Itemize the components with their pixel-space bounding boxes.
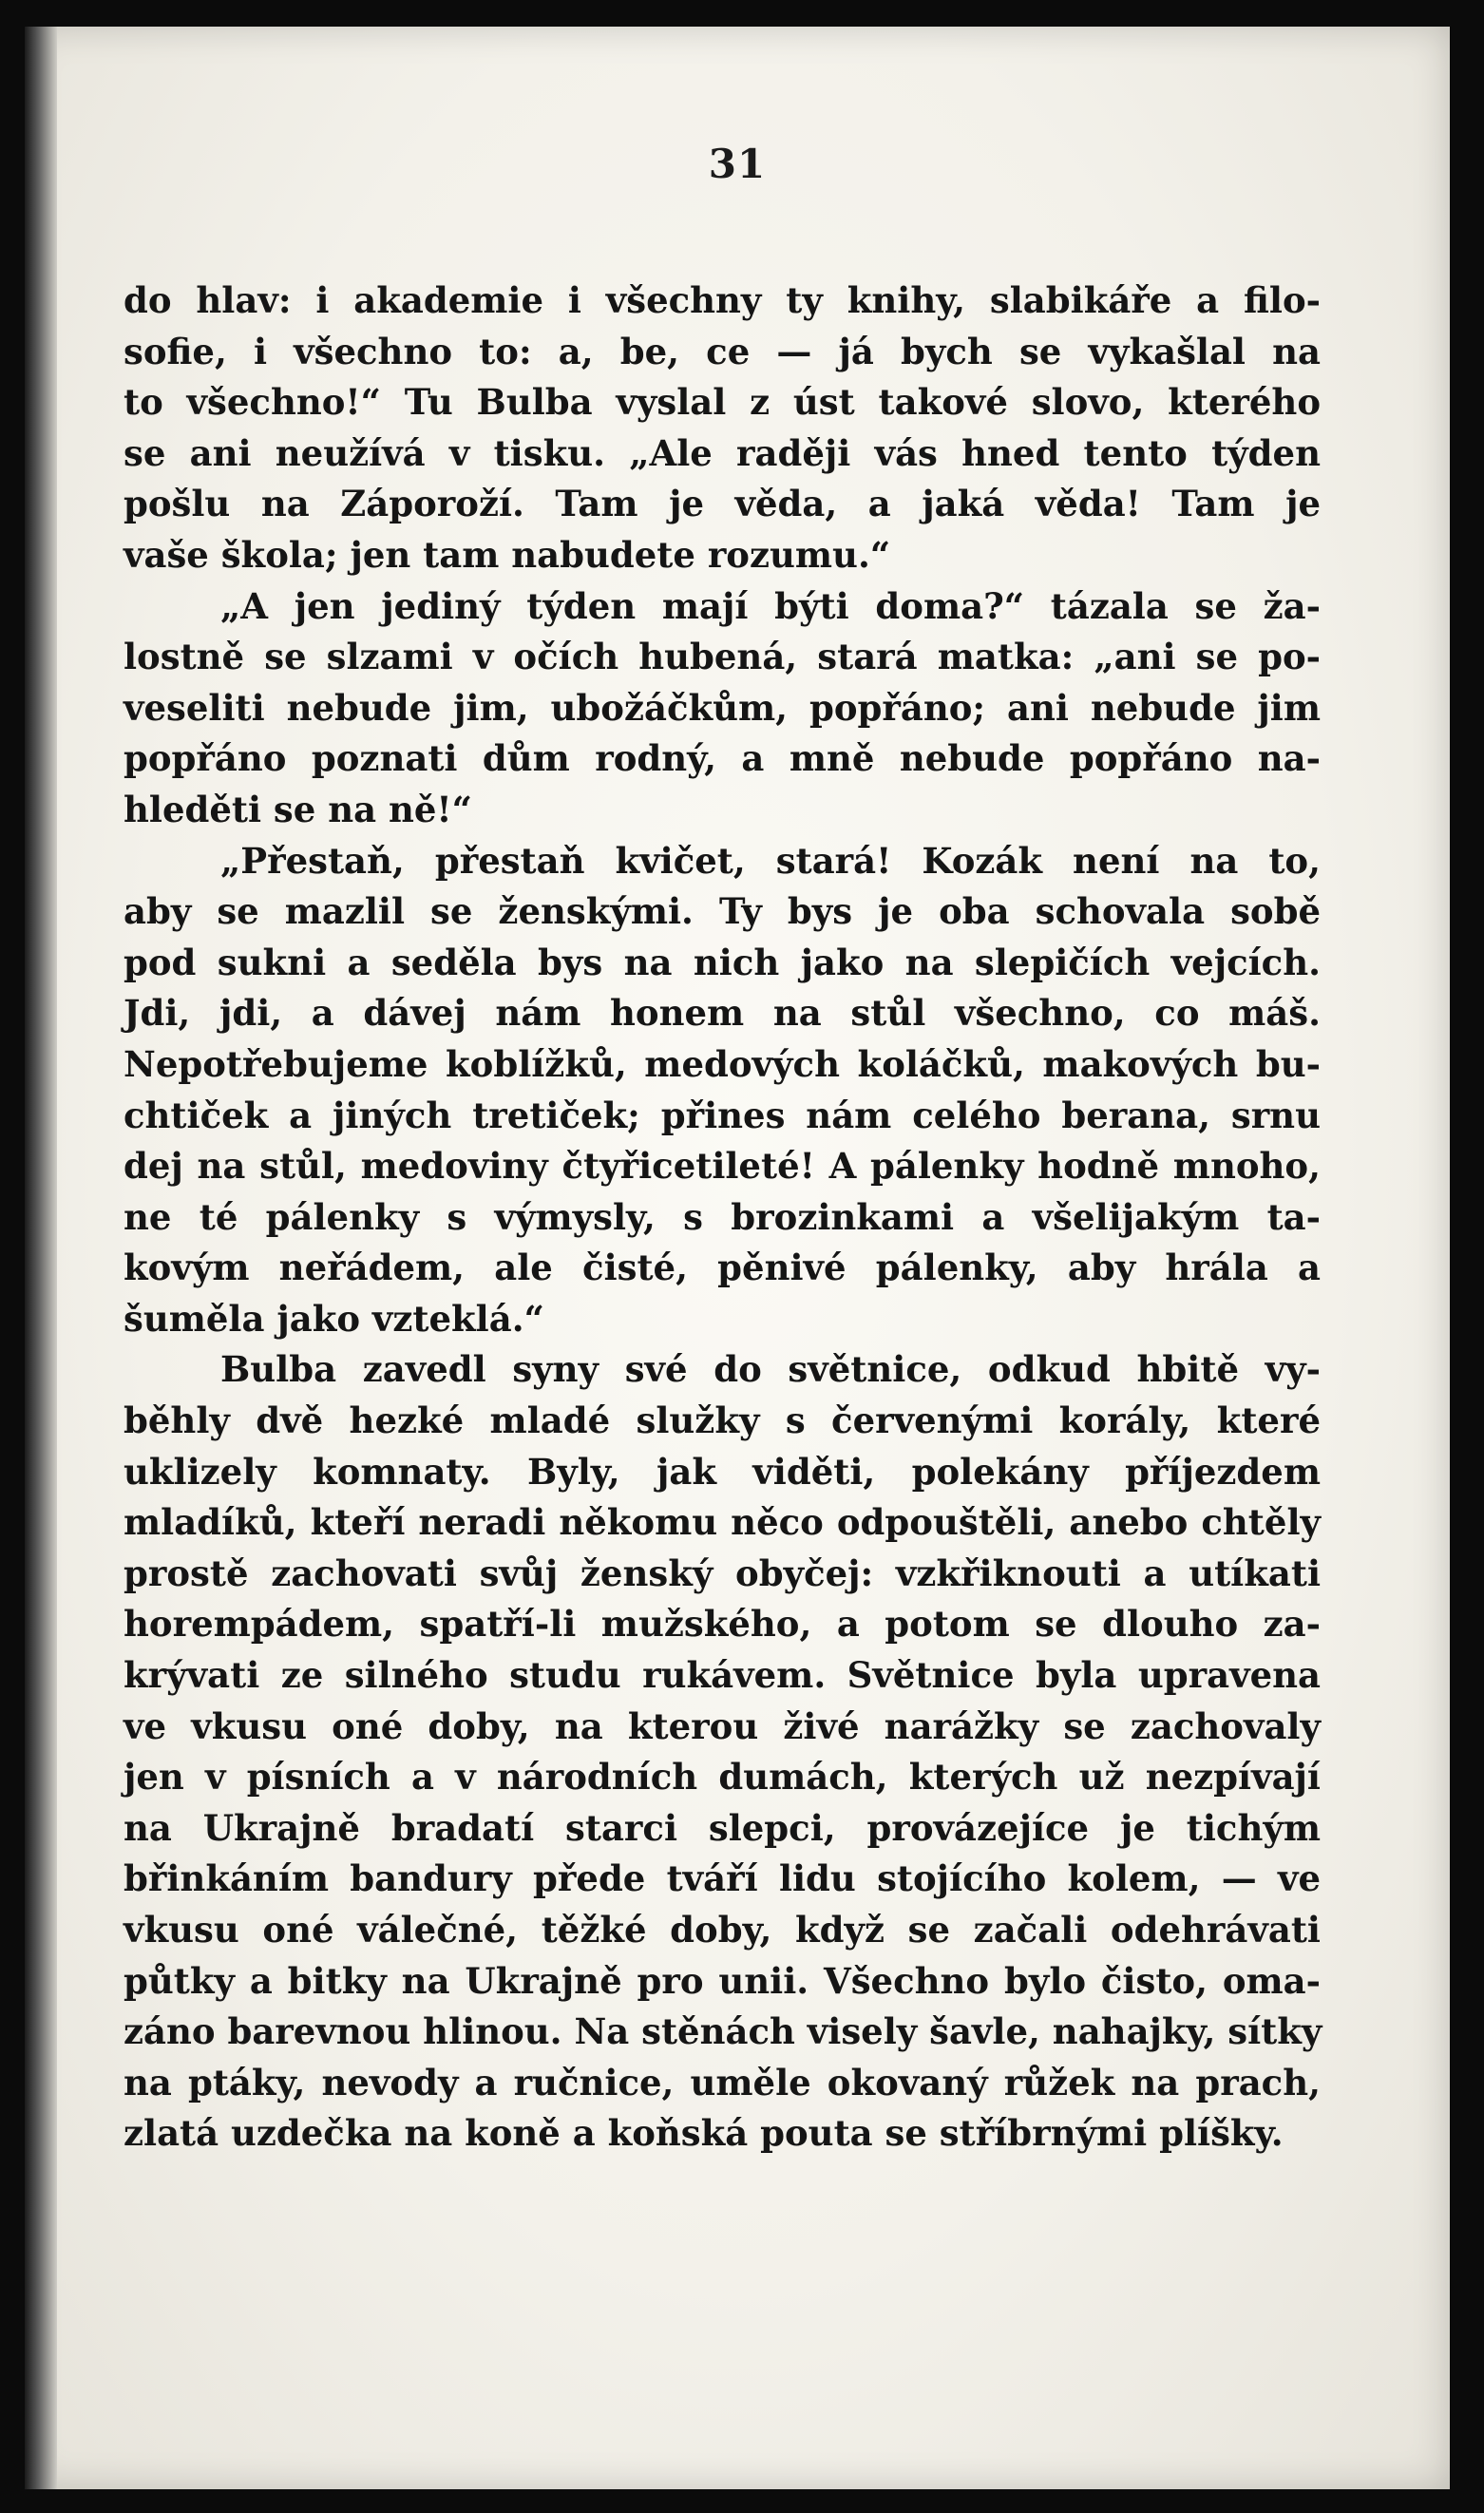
text-line: kovým neřádem, ale čisté, pěnivé pálenky, aby hrála a — [124, 1247, 1321, 1289]
text-line: Jdi, jdi, a dávej nám honem na stůl všechno, co máš. — [124, 992, 1321, 1035]
text-line: na Ukrajně bradatí starci slepci, provázejíce je tichým — [124, 1806, 1321, 1849]
text-line: Nepotřebujeme koblížků, medových koláčků, makových bu- — [124, 1042, 1321, 1085]
text-line: „A jen jediný týden mají býti doma?“ tázala se ža- — [220, 584, 1321, 627]
text-line: běhly dvě hezké mladé služky s červenými korály, které — [124, 1399, 1321, 1442]
text-line: záno barevnou hlinou. Na stěnách visely šavle, nahajky, sítky — [124, 2010, 1322, 2053]
text-line: vaše škola; jen tam nabudete rozumu.“ — [124, 533, 891, 576]
book-page — [25, 27, 1450, 2489]
text-line: lostně se slzami v očích hubená, stará matka: „ani se po- — [124, 636, 1321, 678]
text-line: břinkáním bandury přede tváří lidu stojícího kolem, — ve — [124, 1857, 1321, 1900]
text-line: jen v písních a v národních dumách, kterých už nezpívají — [124, 1756, 1321, 1799]
text-line: pošlu na Záporoží. Tam je věda, a jaká věda! Tam je — [124, 483, 1321, 525]
text-line: ne té pálenky s výmysly, s brozinkami a všelijakým ta- — [124, 1195, 1321, 1238]
text-line: pod sukni a seděla bys na nich jako na slepičích vejcích. — [124, 941, 1321, 983]
text-line: „Přestaň, přestaň kvičet, stará! Kozák není na to, — [220, 839, 1321, 882]
text-line: šuměla jako vzteklá.“ — [124, 1297, 544, 1340]
body-text — [124, 276, 1321, 2160]
text-line: Bulba zavedl syny své do světnice, odkud hbitě vy- — [220, 1348, 1321, 1391]
text-line: na ptáky, nevody a ručnice, uměle okovaný růžek na prach, — [124, 2061, 1321, 2104]
text-line: aby se mazlil se ženskými. Ty bys je oba schovala sobě — [124, 890, 1321, 933]
text-line: krývati ze silného studu rukávem. Světnice byla upravena — [124, 1654, 1321, 1697]
text-line: dej na stůl, medoviny čtyřicetileté! A pálenky hodně mnoho, — [124, 1145, 1321, 1188]
text-line: prostě zachovati svůj ženský obyčej: vzkřiknouti a utíkati — [124, 1552, 1321, 1594]
text-line: mladíků, kteří neradi někomu něco odpouštěli, anebo chtěly — [124, 1501, 1321, 1544]
text-line: to všechno!“ Tu Bulba vyslal z úst takové slovo, kterého — [124, 381, 1321, 424]
text-line: veseliti nebude jim, ubožáčkům, popřáno; ani nebude jim — [124, 686, 1321, 729]
text-line: vkusu oné válečné, těžké doby, když se začali odehrávati — [124, 1909, 1321, 1951]
text-line: horempádem, spatří-li mužského, a potom se dlouho za- — [124, 1603, 1321, 1646]
text-line: zlatá uzdečka na koně a koňská pouta se stříbrnými plíšky. — [124, 2112, 1284, 2155]
text-line: se ani neužívá v tisku. „Ale raději vás hned tento týden — [124, 431, 1321, 474]
text-line: popřáno poznati dům rodný, a mně nebude popřáno na- — [124, 737, 1321, 780]
page-binding-edge — [25, 27, 57, 2489]
text-line: uklizely komnaty. Byly, jak viděti, polekány příjezdem — [124, 1450, 1321, 1493]
text-line: hleděti se na ně!“ — [124, 788, 472, 830]
text-line: do hlav: i akademie i všechny ty knihy, slabikáře a filo- — [124, 279, 1321, 321]
text-line: půtky a bitky na Ukrajně pro unii. Všechno bylo čisto, oma- — [124, 1959, 1321, 2002]
text-line: chtiček a jiných tretiček; přines nám celého berana, srnu — [124, 1094, 1321, 1136]
text-line: ve vkusu oné doby, na kterou živé narážky se zachovaly — [124, 1704, 1321, 1747]
page-number: 31 — [708, 141, 767, 187]
text-line: sofie, i všechno to: a, be, ce — já bych se vykašlal na — [124, 330, 1321, 372]
